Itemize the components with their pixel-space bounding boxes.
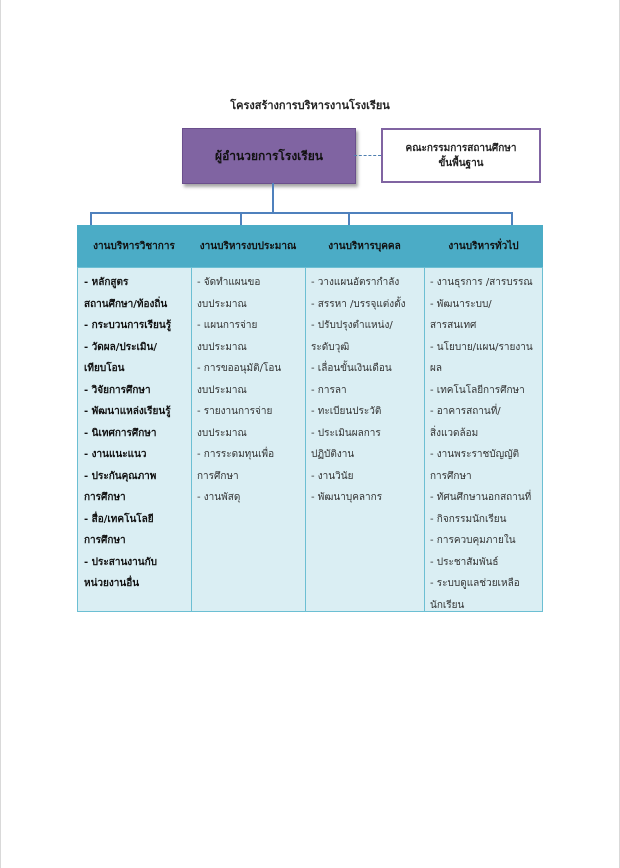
task-line: - งานธุรการ /สารบรรณ	[430, 277, 533, 288]
personnel-task-list	[311, 272, 406, 509]
task-line: งบประมาณ	[197, 341, 247, 353]
task-line: - ประกันคุณภาพ	[84, 470, 157, 482]
task-line: - พัฒนาแหล่งเรียนรู้	[84, 406, 171, 417]
task-line: สารสนเทศ	[430, 320, 477, 331]
task-line: - การระดมทุนเพื่อ	[197, 449, 275, 460]
task-line: - กระบวนการเรียนรู้	[84, 320, 172, 331]
academic-task-list	[84, 272, 171, 595]
task-line: หน่วยงานอื่น	[84, 578, 140, 589]
task-line: - พัฒนาระบบ/	[430, 298, 492, 310]
advisory-dashed-connector	[354, 155, 381, 156]
task-line: - เลื่อนขั้นเงินเดือน	[311, 363, 392, 374]
task-line: - แผนการจ่าย	[197, 320, 258, 331]
task-line: - ประเมินผลการ	[311, 427, 381, 439]
task-line: งบประมาณ	[197, 384, 247, 396]
page-border-left	[0, 0, 1, 868]
task-line: งบประมาณ	[197, 427, 247, 439]
task-line: การศึกษา	[84, 535, 126, 546]
column-separator	[424, 267, 425, 612]
task-line: - การขออนุมัติ/โอน	[197, 363, 282, 374]
task-line: - พัฒนาบุคลากร	[311, 492, 383, 503]
task-line: - นโยบาย/แผน/รายงาน	[430, 341, 533, 353]
header-personnel: งานบริหารบุคคล	[328, 240, 401, 252]
header-budget: งานบริหารงบประมาณ	[199, 240, 297, 252]
director-down-connector	[272, 183, 274, 213]
task-line: การศึกษา	[430, 470, 472, 482]
task-line: - ระบบดูแลช่วยเหลือ	[430, 578, 520, 589]
task-line: สถานศึกษา/ท้องถิ่น	[84, 298, 168, 310]
task-line: - งานแนะแนว	[84, 449, 147, 460]
committee-box	[381, 128, 541, 183]
task-line: - สื่อ/เทคโนโลยี	[84, 513, 154, 525]
task-line: - นิเทศการศึกษา	[84, 427, 157, 439]
task-line: - อาคารสถานที่/	[430, 406, 501, 417]
general-task-list	[430, 272, 533, 616]
task-line: - ประชาสัมพันธ์	[430, 556, 499, 568]
task-line: สิ่งแวดล้อม	[430, 427, 479, 439]
task-line: นักเรียน	[430, 599, 465, 611]
committee-label-line2: ขั้นพื้นฐาน	[438, 157, 484, 169]
task-line: - ประสานงานกับ	[84, 556, 158, 568]
task-line: - งานพัสดุ	[197, 492, 241, 503]
task-line: - งานวินัย	[311, 470, 354, 482]
task-line: ปฏิบัติงาน	[311, 449, 355, 460]
director-box	[182, 128, 356, 184]
committee-label-line1: คณะกรรมการสถานศึกษา	[405, 142, 517, 154]
task-line: งบประมาณ	[197, 298, 247, 310]
task-line: - งานพระราชบัญญัติ	[430, 449, 520, 460]
column-separator	[305, 267, 306, 612]
task-line: ผล	[430, 363, 442, 374]
task-line: เทียบโอน	[84, 363, 125, 374]
task-line: - กิจกรรมนักเรียน	[430, 513, 507, 525]
header-academic: งานบริหารวิชาการ	[93, 240, 175, 252]
task-line: - จัดทำแผนขอ	[197, 277, 261, 288]
header-general: งานบริหารทั่วไป	[448, 240, 519, 252]
chart-title: โครงสร้างการบริหารงานโรงเรียน	[230, 99, 390, 112]
task-line: ระดับวุฒิ	[311, 341, 350, 353]
task-line: การศึกษา	[197, 470, 239, 482]
task-line: - วางแผนอัตรากำลัง	[311, 277, 400, 288]
task-line: - ปรับปรุงตำแหน่ง/	[311, 320, 393, 331]
task-line: - หลักสูตร	[84, 277, 129, 288]
task-line: การศึกษา	[84, 492, 126, 503]
task-line: - เทคโนโลยีการศึกษา	[430, 384, 525, 396]
division-horizontal-connector	[90, 212, 512, 214]
task-line: - ทะเบียนประวัติ	[311, 406, 382, 417]
director-label: ผู้อำนวยการโรงเรียน	[215, 148, 323, 163]
task-line: - วัดผล/ประเมิน/	[84, 341, 157, 353]
task-line: - วิจัยการศึกษา	[84, 384, 151, 396]
column-separator	[191, 267, 192, 612]
task-line: - ทัศนศึกษานอกสถานที่	[430, 492, 532, 503]
task-line: - สรรหา /บรรจุแต่งตั้ง	[311, 298, 406, 310]
task-line: - การควบคุมภายใน	[430, 535, 516, 546]
task-line: - รายงานการจ่าย	[197, 406, 273, 417]
task-line: - การลา	[311, 384, 347, 396]
budget-task-list	[197, 272, 281, 509]
